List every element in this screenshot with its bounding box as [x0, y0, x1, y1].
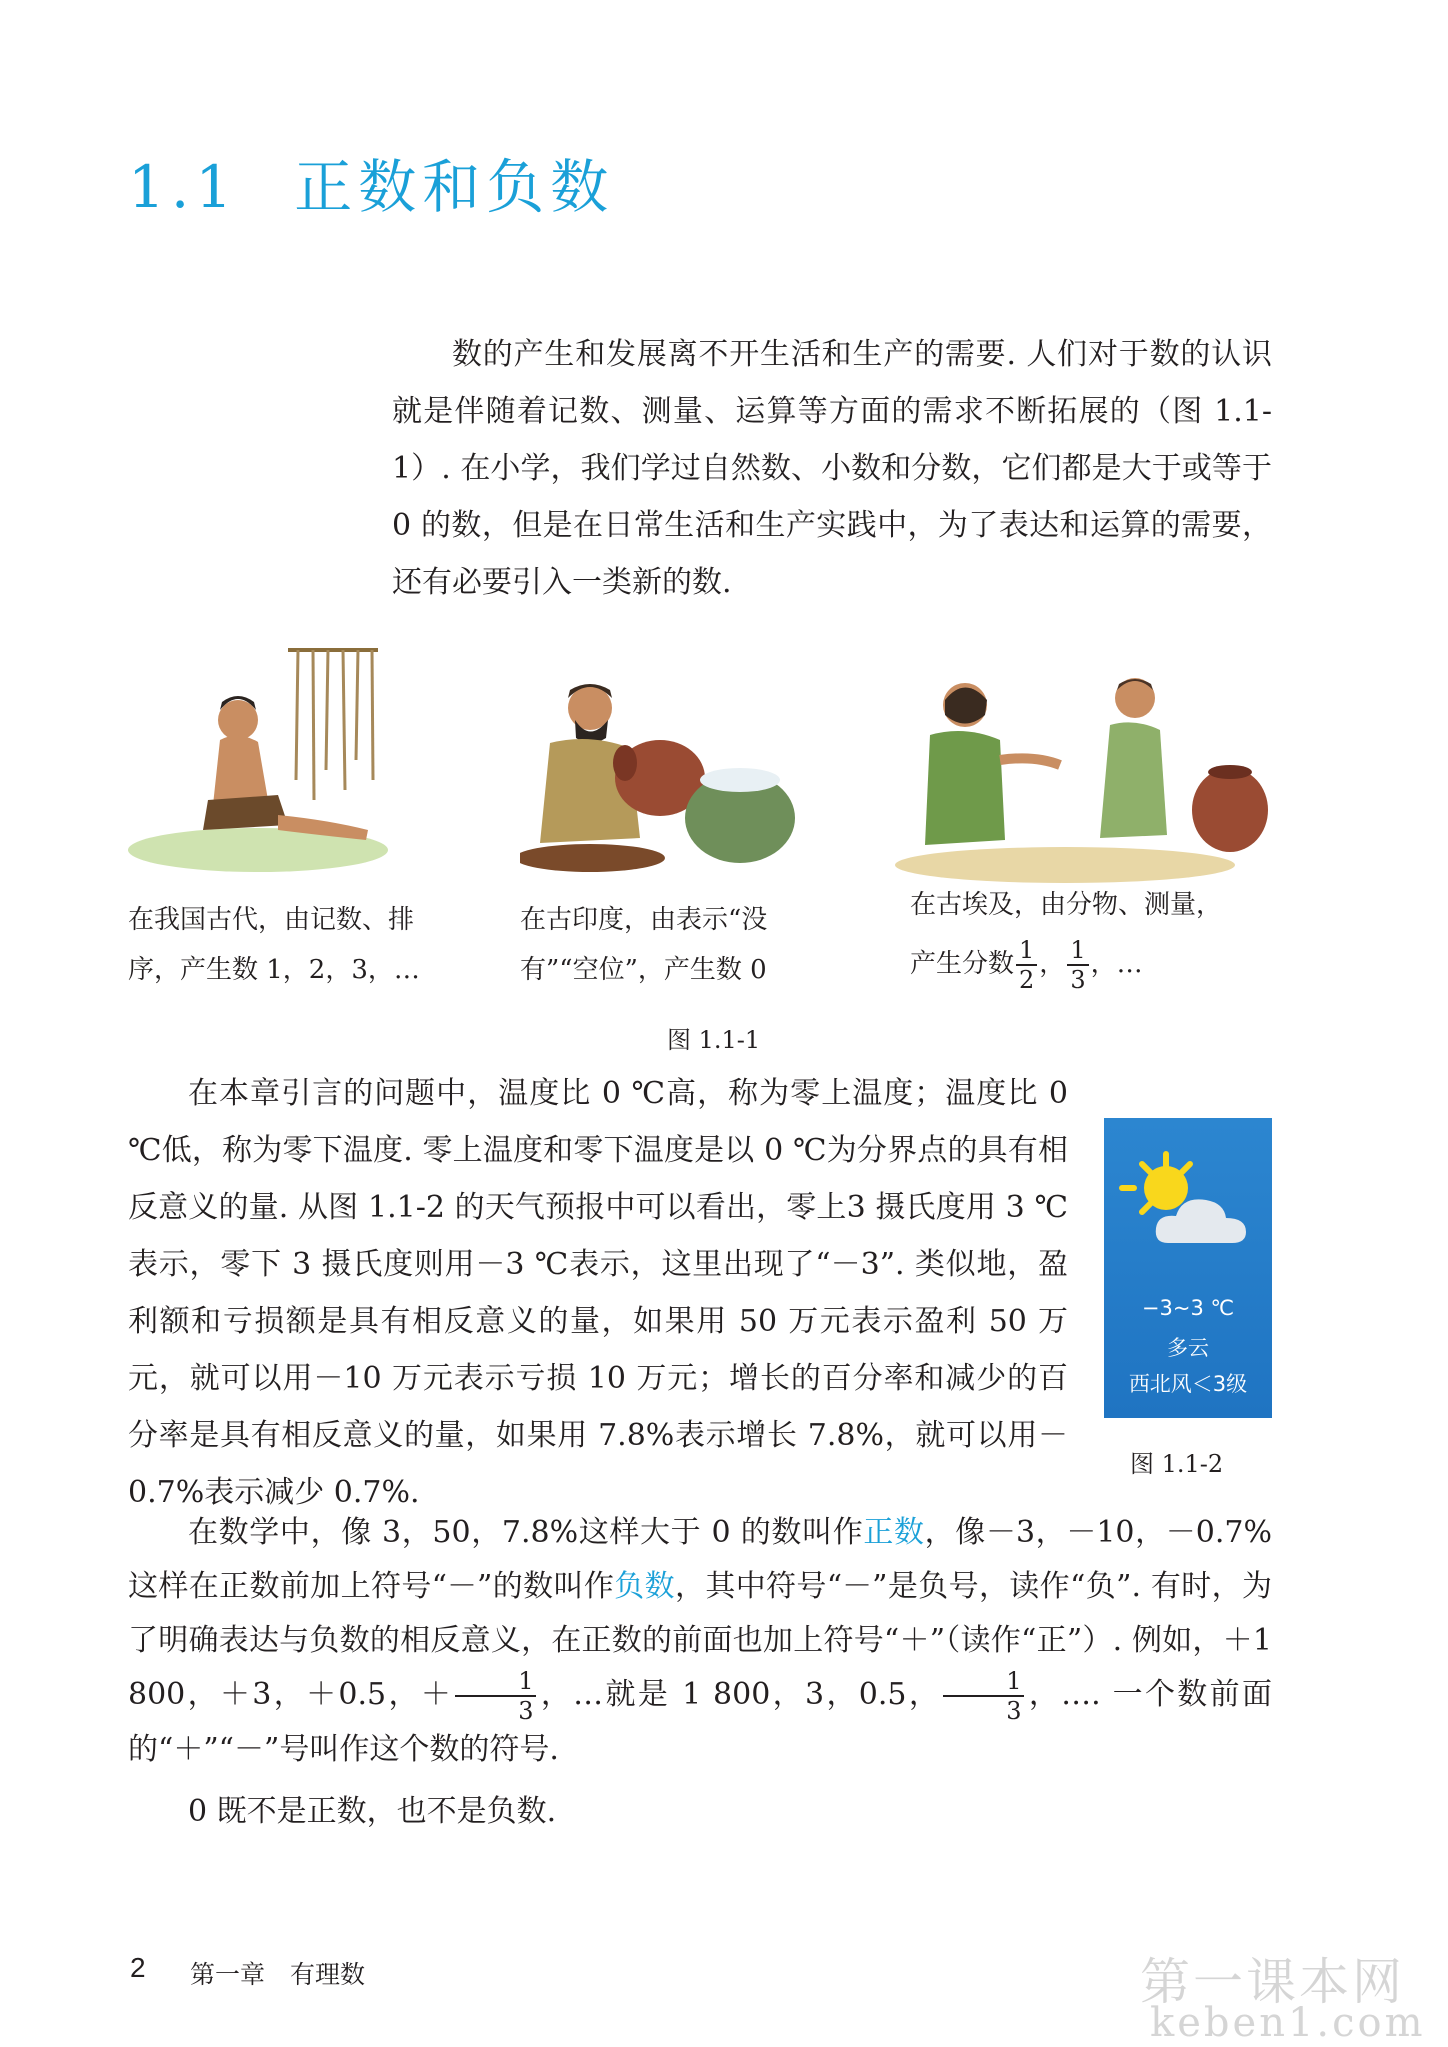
- ancient-china-knot-illustration: [128, 630, 398, 880]
- definition-paragraph: [128, 1506, 1272, 1840]
- figure-1-1-2-label: 图 1.1-2: [1130, 1450, 1224, 1478]
- temperature-paragraph: [128, 1065, 1068, 1521]
- ancient-india-pot-illustration: [520, 668, 800, 878]
- page-number: 2: [130, 1952, 146, 1983]
- intro-text: 数的产生和发展离不开生活和生产的需要. 人们对于数的认识就是伴随着记数、测量、运算等方面的需求不断拓展的（图 1.1-1）. 在小学，我们学过自然数、小数和分数，它们都是大于或等于 0 的数，但是在日常生活和生产实践中，为了表达和运算的需要，还有必要引入一类新的数.: [392, 337, 1272, 600]
- definition-text: 在数学中，像 3，50，7.8%这样大于 0 的数叫作正数，像－3，－10，－0.7%这样在正数前加上符号“－”的数叫作负数，其中符号“－”是负号，读作“负”. 有时，为了明确表达与负数的相反意义，在正数的前面也加上符号“＋”（读作“正”）. 例如，＋1 800，＋3，＋0.5，＋ $\frac{1}{3}$ ，…就是 1 800，3，0.5， $\frac{1}{3}$ ，…. 一个数前面的“＋”“－”号叫作这个数的符号.: [128, 1515, 1273, 1767]
- caption-egypt-prefix: 产生分数: [910, 949, 1015, 979]
- fraction-one-half: $\frac{1}{2}$: [1016, 938, 1037, 992]
- caption-egypt-line2: 产生分数 $\frac{1}{2}$ ， $\frac{1}{3}$ ，…: [910, 936, 1143, 994]
- fraction-one-third: $\frac{1}{3}$: [1067, 938, 1088, 992]
- fraction-plus-one-third: $\frac{1}{3}$: [455, 1669, 536, 1723]
- zero-statement: 0 既不是正数，也不是负数.: [188, 1794, 557, 1829]
- section-number: 1.1: [128, 153, 239, 221]
- weather-forecast-card: [1104, 1118, 1272, 1418]
- caption-india: [520, 895, 767, 995]
- term-negative-number: 负数: [614, 1569, 675, 1604]
- sun-cloud-icon: [1116, 1148, 1266, 1258]
- caption-china-line2: 序，产生数 1，2，3，…: [128, 955, 420, 985]
- caption-egypt-line1: 在古埃及，由分物、测量，: [910, 890, 1223, 920]
- watermark-text: 第一课本网: [1140, 1953, 1405, 2011]
- fraction-one-third-b: $\frac{1}{3}$: [943, 1669, 1024, 1723]
- caption-china-line1: 在我国古代，由记数、排: [128, 905, 415, 935]
- caption-china: [128, 895, 420, 995]
- caption-india-line2: 有”“空位”，产生数 0: [520, 955, 767, 985]
- term-positive-number: 正数: [863, 1515, 925, 1550]
- chapter-label: 第一章 有理数: [190, 1960, 366, 1989]
- section-title: [128, 140, 614, 224]
- figure-1-1-1-label: 图 1.1-1: [667, 1026, 761, 1054]
- weather-temperature: −3~3 ℃: [1141, 1296, 1235, 1320]
- temperature-text: 在本章引言的问题中，温度比 0 ℃高，称为零上温度；温度比 0 ℃低，称为零下温度. 零上温度和零下温度是以 0 ℃为分界点的具有相反意义的量. 从图 1.1-2 的天气预报中可以看出，零上3 摄氏度用 3 ℃表示，零下 3 摄氏度则用－3 ℃表示，这里出现了“－3”. 类似地，盈利额和亏损额是具有相反意义的量，如果用 50 万元表示盈利 50 万元，就可以用－10 万元表示亏损 10 万元；增长的百分率和减少的百分率是具有相反意义的量，如果用 7.8%表示增长 7.8%，就可以用－0.7%表示减少 0.7%.: [128, 1076, 1068, 1510]
- ancient-egypt-measuring-illustration: [895, 670, 1275, 885]
- weather-condition: 多云: [1167, 1336, 1209, 1360]
- section-title-text: 正数和负数: [294, 153, 615, 221]
- intro-paragraph: [392, 326, 1272, 611]
- caption-egypt: [910, 880, 1222, 992]
- watermark-url: keben1.com: [1150, 2000, 1426, 2046]
- caption-india-line1: 在古印度，由表示“没: [520, 905, 768, 935]
- weather-wind: 西北风＜3级: [1128, 1372, 1248, 1396]
